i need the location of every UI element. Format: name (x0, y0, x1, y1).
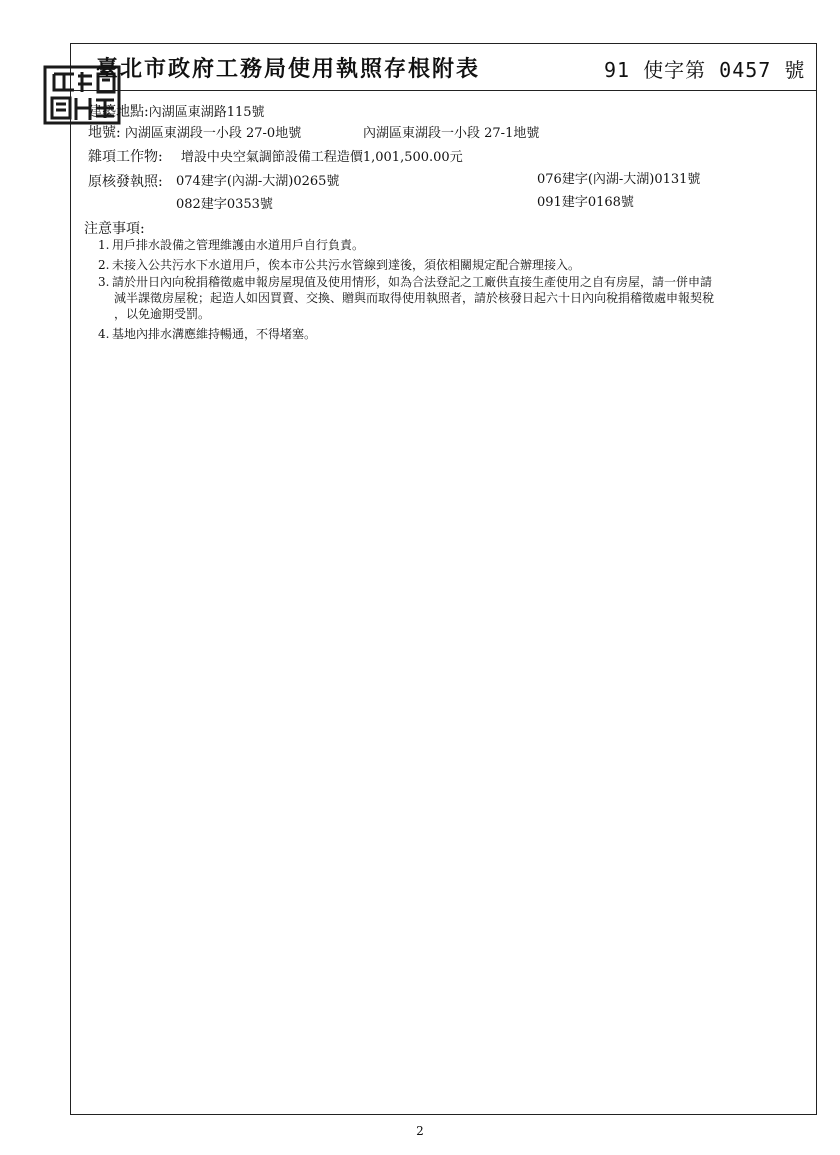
note-item-3 (98, 274, 808, 322)
note-text: 用戶排水設備之管理維護由水道用戶自行負責。 (112, 238, 365, 252)
note-item-1 (98, 237, 808, 253)
note-continuation: 減半課徵房屋稅；起造人如因買賣、交換、贈與而取得使用執照者，請於核發日起六十日內向稅捐稽徵處申報契稅 (114, 291, 715, 305)
misc-works-row (88, 146, 463, 166)
notes-title: 注意事項: (84, 221, 145, 237)
location-label: 建築地點: (88, 104, 149, 120)
note-number: 1. (98, 238, 110, 252)
original-permit-1: 074建字(內湖-大湖)0265號 (176, 174, 340, 189)
misc-works-value: 增設中央空氣調節設備工程造價1,001,500.00元 (180, 150, 463, 165)
note-text: 未接入公共污水下水道用戶，俟本市公共污水管線到達後，須依相關規定配合辦理接入。 (112, 258, 581, 272)
original-permit-label: 原核發執照: (88, 174, 163, 190)
note-text: 請於卅日內向稅捐稽徵處申報房屋現值及使用情形，如為合法登記之工廠供直接生產使用之自有房屋，請一併申請 (112, 275, 713, 289)
location-value: 內湖區東湖路115號 (148, 105, 265, 120)
permit-number: 91 使字第 0457 號 (604, 58, 806, 82)
lot-value-2: 內湖區東湖段一小段 27-1地號 (363, 126, 540, 141)
note-number: 2. (98, 258, 110, 272)
location-row (88, 101, 265, 121)
header-divider (70, 90, 817, 91)
lot-label: 地號: (88, 125, 121, 141)
note-number: 4. (98, 327, 110, 341)
lot-row (88, 122, 301, 142)
note-number: 3. (98, 275, 110, 289)
original-permit-2: 076建字(內湖-大湖)0131號 (537, 172, 701, 187)
original-permit-4: 091建字0168號 (537, 195, 634, 210)
note-item-2 (98, 257, 808, 273)
original-permit-3: 082建字0353號 (176, 197, 273, 212)
note-continuation: ，以免逾期受罰。 (114, 307, 211, 321)
document-title: 臺北市政府工務局使用執照存根附表 (96, 56, 481, 82)
page-number: 2 (416, 1124, 424, 1138)
lot-value-1: 內湖區東湖段一小段 27-0地號 (124, 126, 302, 141)
note-text: 基地內排水溝應維持暢通，不得堵塞。 (112, 327, 317, 341)
note-item-4 (98, 326, 808, 342)
misc-works-label: 雜項工作物: (88, 149, 163, 165)
